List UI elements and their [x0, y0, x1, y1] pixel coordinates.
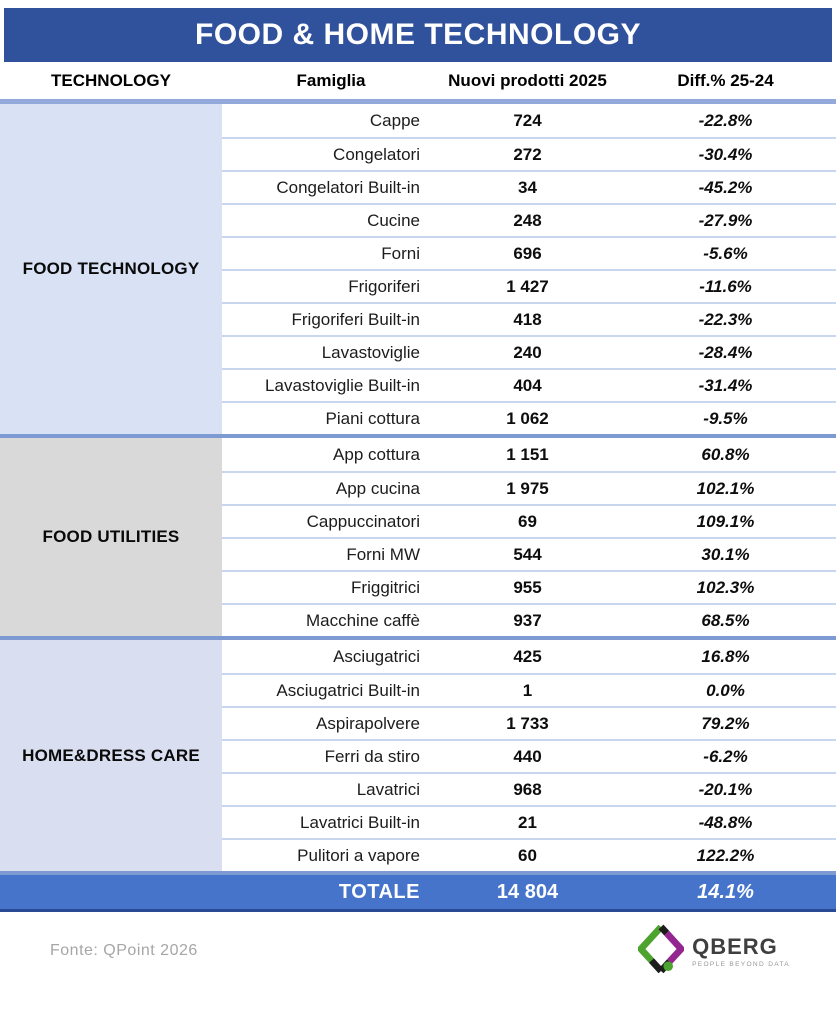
table-row	[222, 603, 836, 636]
column-headers	[0, 62, 836, 99]
cell-diff: -6.2%	[703, 746, 748, 766]
cell-diff: -22.8%	[698, 110, 753, 130]
cell-nuovi: 968	[513, 779, 542, 799]
group-food-utilities	[0, 438, 836, 636]
table-row	[222, 537, 836, 570]
cell-nuovi: 240	[513, 342, 542, 362]
table-row	[222, 438, 836, 471]
table-row	[222, 302, 836, 335]
cell-nuovi: 544	[513, 544, 542, 564]
table-row	[222, 170, 836, 203]
group-label-cell	[0, 640, 222, 871]
group-label-cell	[0, 438, 222, 636]
cell-nuovi: 60	[518, 845, 537, 865]
cell-diff: 0.0%	[706, 680, 745, 700]
cell-nuovi: 21	[518, 812, 537, 832]
cell-nuovi: 425	[513, 646, 542, 666]
page-footer	[0, 912, 836, 982]
group-label: FOOD TECHNOLOGY	[22, 259, 200, 278]
column-header-famiglia: Famiglia	[296, 70, 366, 90]
cell-famiglia: Cappuccinatori	[306, 511, 420, 531]
qberg-logo	[638, 924, 790, 979]
cell-famiglia: Lavastoviglie Built-in	[265, 375, 420, 395]
group-home-dress-care	[0, 640, 836, 871]
cell-famiglia: Ferri da stiro	[324, 746, 420, 766]
table-row	[222, 236, 836, 269]
cell-nuovi: 1 062	[506, 408, 549, 428]
infographic-page	[0, 8, 836, 1032]
cell-famiglia: App cottura	[333, 444, 420, 464]
cell-famiglia: Macchine caffè	[305, 610, 420, 630]
qberg-tagline: PEOPLE BEYOND DATA	[692, 960, 790, 968]
cell-diff: 30.1%	[701, 544, 750, 564]
table-row	[222, 104, 836, 137]
cell-nuovi: 34	[518, 177, 537, 197]
table-row	[222, 368, 836, 401]
cell-diff: 102.1%	[696, 478, 755, 498]
cell-nuovi: 1 975	[506, 478, 549, 498]
cell-famiglia: Lavatrici Built-in	[300, 812, 420, 832]
qberg-diamond-icon	[638, 924, 684, 979]
cell-diff: -28.4%	[698, 342, 753, 362]
cell-diff: -30.4%	[698, 144, 753, 164]
qberg-wordmark: QBERG	[692, 933, 778, 959]
cell-diff: 16.8%	[701, 646, 750, 666]
group-rows	[222, 640, 836, 871]
cell-diff: 102.3%	[696, 577, 755, 597]
cell-diff: -48.8%	[698, 812, 753, 832]
cell-nuovi: 69	[518, 511, 537, 531]
column-header-technology: TECHNOLOGY	[51, 70, 171, 90]
cell-nuovi: 1 427	[506, 276, 549, 296]
table-row	[222, 570, 836, 603]
group-label: FOOD UTILITIES	[42, 527, 180, 546]
cell-nuovi: 1 733	[506, 713, 549, 733]
cell-famiglia: App cucina	[335, 478, 420, 498]
table-row	[222, 504, 836, 537]
cell-famiglia: Lavastoviglie	[321, 342, 420, 362]
table-row	[222, 805, 836, 838]
table-row	[222, 137, 836, 170]
cell-diff: 109.1%	[696, 511, 755, 531]
cell-famiglia: Frigoriferi	[348, 276, 420, 296]
table-row	[222, 471, 836, 504]
cell-diff: 122.2%	[696, 845, 755, 865]
cell-famiglia: Aspirapolvere	[316, 713, 420, 733]
total-nuovi-value: 14 804	[496, 880, 559, 903]
column-header-nuovi-prodotti: Nuovi prodotti 2025	[448, 70, 607, 90]
cell-nuovi: 248	[513, 210, 542, 230]
source-note: Fonte: QPoint 2026	[50, 942, 198, 959]
cell-nuovi: 440	[513, 746, 542, 766]
total-diff-value: 14.1%	[697, 880, 754, 903]
table-row	[222, 706, 836, 739]
cell-famiglia: Frigoriferi Built-in	[291, 309, 420, 329]
cell-diff: -11.6%	[699, 276, 752, 296]
page-title: FOOD & HOME TECHNOLOGY	[195, 18, 641, 51]
cell-famiglia: Friggitrici	[351, 577, 420, 597]
table-row	[222, 269, 836, 302]
cell-nuovi: 937	[513, 610, 542, 630]
table-row	[222, 739, 836, 772]
group-food-technology	[0, 104, 836, 434]
cell-famiglia: Cucine	[367, 210, 420, 230]
cell-nuovi: 955	[513, 577, 542, 597]
group-label: HOME&DRESS CARE	[22, 745, 200, 765]
cell-famiglia: Forni MW	[346, 544, 420, 564]
cell-diff: -31.4%	[698, 375, 753, 395]
total-row	[0, 875, 836, 912]
cell-diff: -20.1%	[698, 779, 753, 799]
cell-nuovi: 696	[513, 243, 542, 263]
cell-nuovi: 418	[513, 309, 542, 329]
table-row	[222, 838, 836, 871]
column-header-diff: Diff.% 25-24	[677, 70, 774, 90]
cell-diff: 68.5%	[701, 610, 750, 630]
cell-famiglia: Congelatori	[333, 144, 420, 164]
cell-famiglia: Cappe	[369, 110, 420, 130]
cell-famiglia: Congelatori Built-in	[276, 177, 420, 197]
cell-famiglia: Lavatrici	[356, 779, 420, 799]
cell-nuovi: 1	[522, 680, 533, 700]
cell-nuovi: 272	[513, 144, 542, 164]
group-label-cell	[0, 104, 222, 434]
cell-diff: -22.3%	[698, 309, 753, 329]
cell-famiglia: Pulitori a vapore	[297, 845, 420, 865]
table-row	[222, 772, 836, 805]
cell-nuovi: 404	[513, 375, 542, 395]
cell-famiglia: Forni	[381, 243, 420, 263]
cell-nuovi: 1 151	[506, 444, 549, 464]
total-label: TOTALE	[338, 880, 420, 903]
cell-diff: -5.6%	[703, 243, 748, 263]
group-rows	[222, 438, 836, 636]
table-row	[222, 401, 836, 434]
table-row	[222, 640, 836, 673]
cell-diff: 60.8%	[701, 444, 750, 464]
cell-diff: -27.9%	[698, 210, 753, 230]
cell-famiglia: Asciugatrici	[333, 646, 420, 666]
cell-diff: -45.2%	[698, 177, 753, 197]
title-banner	[4, 8, 832, 62]
cell-diff: 79.2%	[701, 713, 750, 733]
table-row	[222, 335, 836, 368]
table-body	[0, 104, 836, 875]
table-row	[222, 203, 836, 236]
cell-nuovi: 724	[513, 110, 542, 130]
cell-famiglia: Piani cottura	[325, 408, 420, 428]
cell-famiglia: Asciugatrici Built-in	[276, 680, 420, 700]
cell-diff: -9.5%	[703, 408, 748, 428]
table-row	[222, 673, 836, 706]
group-rows	[222, 104, 836, 434]
